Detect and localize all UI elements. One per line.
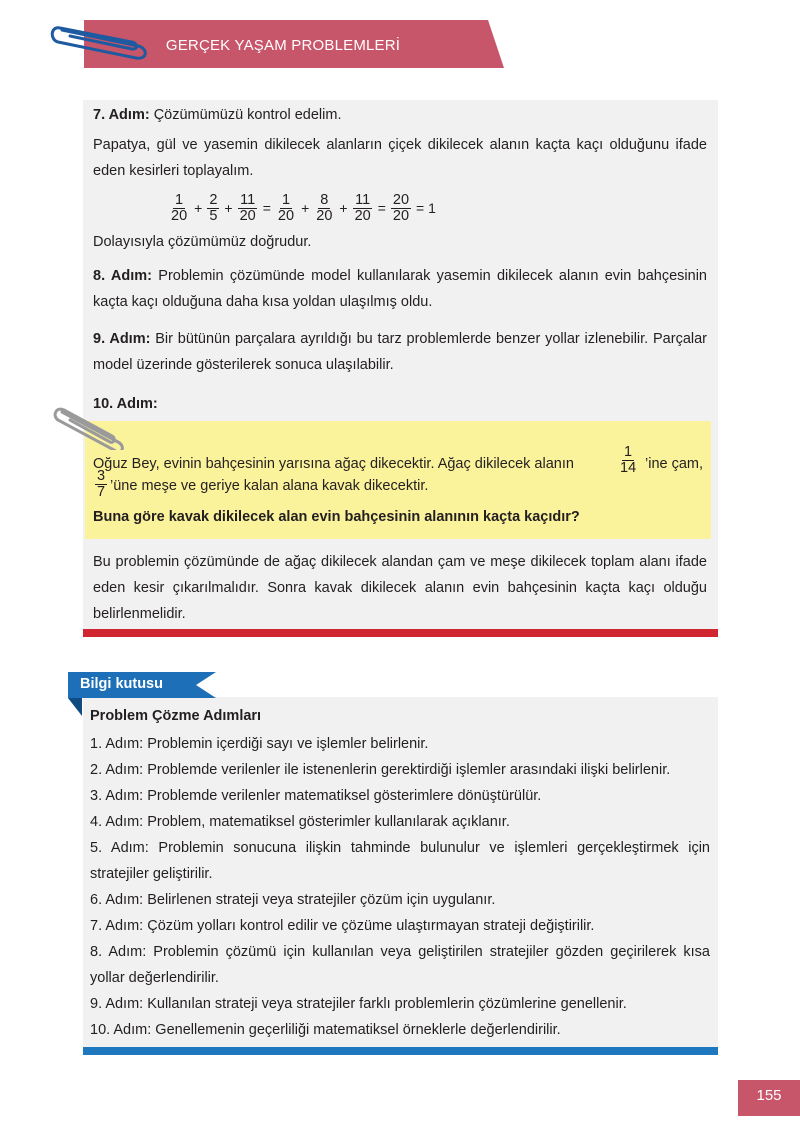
fraction-3-7 [95, 469, 107, 500]
info-box-tab-label: Bilgi kutusu [80, 676, 163, 692]
fraction-denominator: 5 [209, 207, 218, 224]
fraction-numerator: 11 [240, 191, 256, 208]
hint-paragraph: Bu problemin çözümünde de ağaç dikilecek alandan çam ve meşe dikilecek toplam alanı ifade eden kesir çıkarılmalıdır. Sonra kavak dikilecek alanın evin bahçesinin kaçta kaçı olduğu belirlenmelidir. [93, 554, 707, 622]
formula-fraction [353, 193, 373, 224]
problem-line-1-end: ’ine çam, [645, 456, 704, 472]
fraction-numerator: 1 [175, 191, 184, 208]
step-10 [93, 391, 707, 417]
paperclip-icon [52, 404, 132, 450]
page-number: 155 [756, 1087, 782, 1104]
formula-operator: = [262, 200, 271, 216]
list-item: 5. Adım: Problemin sonucuna ilişkin tahminde bulunulur ve işlemleri gerçekleştirmek için stratejiler geliştirilir. [90, 840, 710, 882]
formula-operator: + [194, 200, 203, 216]
fraction-numerator: 1 [281, 191, 291, 208]
fraction-denominator: 7 [97, 484, 106, 500]
step-10-label: 10. Adım: [93, 396, 158, 412]
problem-line-2: ’üne meşe ve geriye kalan alana kavak dikecektir. [110, 478, 429, 494]
formula-fraction [276, 193, 296, 224]
fraction-numerator: 3 [97, 468, 106, 484]
formula-fraction [207, 193, 219, 224]
step-7 [93, 102, 707, 128]
fraction-1-14 [620, 445, 636, 476]
formula-operator: = 1 [416, 200, 436, 216]
fraction-denominator: 20 [392, 207, 410, 224]
formula-operator: + [224, 200, 233, 216]
formula-fraction [169, 193, 189, 224]
step-7-text: Çözümümüzü kontrol edelim. [153, 107, 342, 123]
fraction-denominator: 20 [277, 207, 295, 224]
page-header-title: GERÇEK YAŞAM PROBLEMLERİ [165, 37, 401, 54]
list-item: 6. Adım: Belirlenen strateji veya stratejiler çözüm için uygulanır. [90, 892, 496, 908]
divider-blue [83, 1047, 718, 1055]
step-7-paragraph: Papatya, gül ve yasemin dikilecek alanların çiçek dikilecek alanın kaçta kaçı olduğunu ifade eden kesirleri toplayalım. [93, 137, 707, 179]
step-9 [93, 326, 707, 378]
fraction-denominator: 20 [239, 207, 256, 224]
list-item: 4. Adım: Problem, matematiksel gösterimler kullanılarak açıklanır. [90, 814, 510, 830]
fraction-numerator: 1 [624, 444, 633, 460]
step-9-text: Bir bütünün parçalara ayrıldığı bu tarz problemlerde benzer yollar izlenebilir. Parçalar model üzerinde gösterilerek sonuca ulaşılabilir. [93, 331, 707, 373]
paperclip-icon [48, 16, 152, 62]
list-item: 8. Adım: Problemin çözümü için kullanılan veya geliştirilen stratejiler gözden geçirilerek kısa yollar değerlendirilir. [90, 944, 710, 986]
list-item: 3. Adım: Problemde verilenler matematiksel gösterimlere dönüştürülür. [90, 788, 542, 804]
fraction-sum-formula [167, 191, 439, 225]
formula-fraction [391, 193, 411, 224]
fraction-numerator: 11 [355, 191, 371, 208]
step-8-text: Problemin çözümünde model kullanılarak yasemin dikilecek alanın evin bahçesinin kaçta kaçı olduğuna daha kısa yoldan ulaşılmış oldu. [93, 268, 707, 310]
divider-red [83, 629, 718, 637]
list-item: 7. Adım: Çözüm yolları kontrol edilir ve çözüme ulaştırmayan strateji değiştirilir. [90, 918, 595, 934]
list-item: 2. Adım: Problemde verilenler ile istenenlerin gerektirdiği işlemler arasındaki ilişki belirlenir. [90, 762, 671, 778]
info-box-steps-list [90, 731, 710, 1043]
fraction-numerator: 2 [209, 191, 218, 208]
formula-operator: + [339, 200, 348, 216]
problem-line-1: Oğuz Bey, evinin bahçesinin yarısına ağaç dikecektir. Ağaç dikilecek alanın [93, 456, 574, 472]
list-item: 1. Adım: Problemin içerdiği sayı ve işlemler belirlenir. [90, 736, 429, 752]
fraction-denominator: 20 [171, 207, 188, 224]
fraction-numerator: 8 [320, 191, 329, 208]
formula-operator: = [377, 200, 386, 216]
formula-fraction [314, 193, 334, 224]
fraction-numerator: 20 [392, 191, 410, 208]
fraction-denominator: 20 [354, 207, 371, 224]
list-item: 10. Adım: Genellemenin geçerliliği matematiksel örneklerle değerlendirilir. [90, 1022, 561, 1038]
step-8-label: 8. Adım: [93, 268, 152, 284]
fraction-denominator: 20 [316, 207, 333, 224]
step-7-label: 7. Adım: [93, 107, 150, 123]
problem-question: Buna göre kavak dikilecek alan evin bahçesinin alanının kaçta kaçıdır? [93, 509, 580, 525]
formula-operator: + [301, 200, 310, 216]
formula-fraction [238, 193, 258, 224]
step-7-conclusion: Dolayısıyla çözümümüz doğrudur. [93, 234, 312, 250]
fraction-denominator: 14 [620, 460, 637, 476]
step-9-label: 9. Adım: [93, 331, 151, 347]
step-8 [93, 263, 707, 315]
info-box-title: Problem Çözme Adımları [90, 708, 262, 724]
list-item: 9. Adım: Kullanılan strateji veya stratejiler farklı problemlerin çözümlerine genellenir. [90, 996, 627, 1012]
info-box-tab-fold [68, 698, 82, 716]
